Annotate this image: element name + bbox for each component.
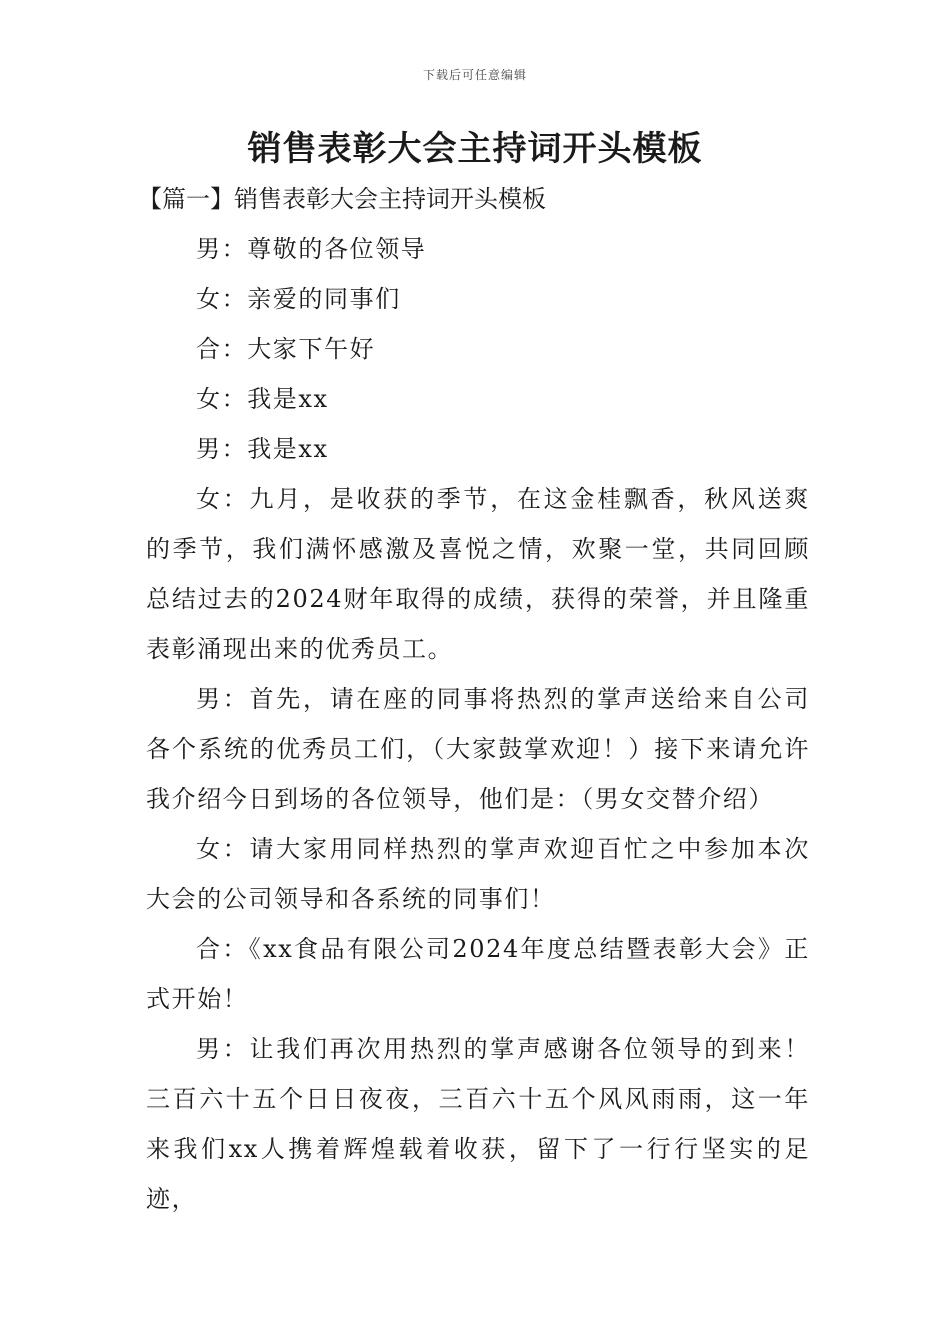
- paragraph-8: 女：请大家用同样热烈的掌声欢迎百忙之中参加本次大会的公司领导和各系统的同事们！: [146, 835, 810, 913]
- document-title: 销售表彰大会主持词开头模板: [247, 129, 703, 169]
- paragraph-1: 男：尊敬的各位领导: [196, 235, 427, 263]
- paragraph-3: 合：大家下午好: [196, 335, 376, 363]
- paragraph-4: 女：我是xx: [196, 385, 329, 413]
- paragraph-2: 女：亲爱的同事们: [196, 285, 401, 313]
- paragraph-5: 男：我是xx: [196, 435, 329, 463]
- paragraph-7: 男：首先，请在座的同事将热烈的掌声送给来自公司各个系统的优秀员工们，（大家鼓掌欢迎！）接下来请允许我介绍今日到场的各位领导，他们是：（男女交替介绍）: [146, 685, 810, 813]
- paragraph-6: 女：九月，是收获的季节，在这金桂飘香，秋风送爽的季节，我们满怀感激及喜悦之情，欢聚一堂，共同回顾总结过去的2024财年取得的成绩，获得的荣誉，并且隆重表彰涌现出来的优秀员工。: [146, 485, 810, 663]
- paragraph-10: 男：让我们再次用热烈的掌声感谢各位领导的到来！三百六十五个日日夜夜，三百六十五个风风雨雨，这一年来我们xx人携着辉煌载着收获，留下了一行行坚实的足迹，: [146, 1035, 810, 1213]
- section-heading: 【篇一】销售表彰大会主持词开头模板: [138, 185, 546, 213]
- header-note: 下载后可任意编辑: [422, 68, 527, 82]
- paragraph-9: 合：《xx食品有限公司2024年度总结暨表彰大会》正式开始！: [146, 935, 810, 1013]
- document-body: [138, 174, 810, 1224]
